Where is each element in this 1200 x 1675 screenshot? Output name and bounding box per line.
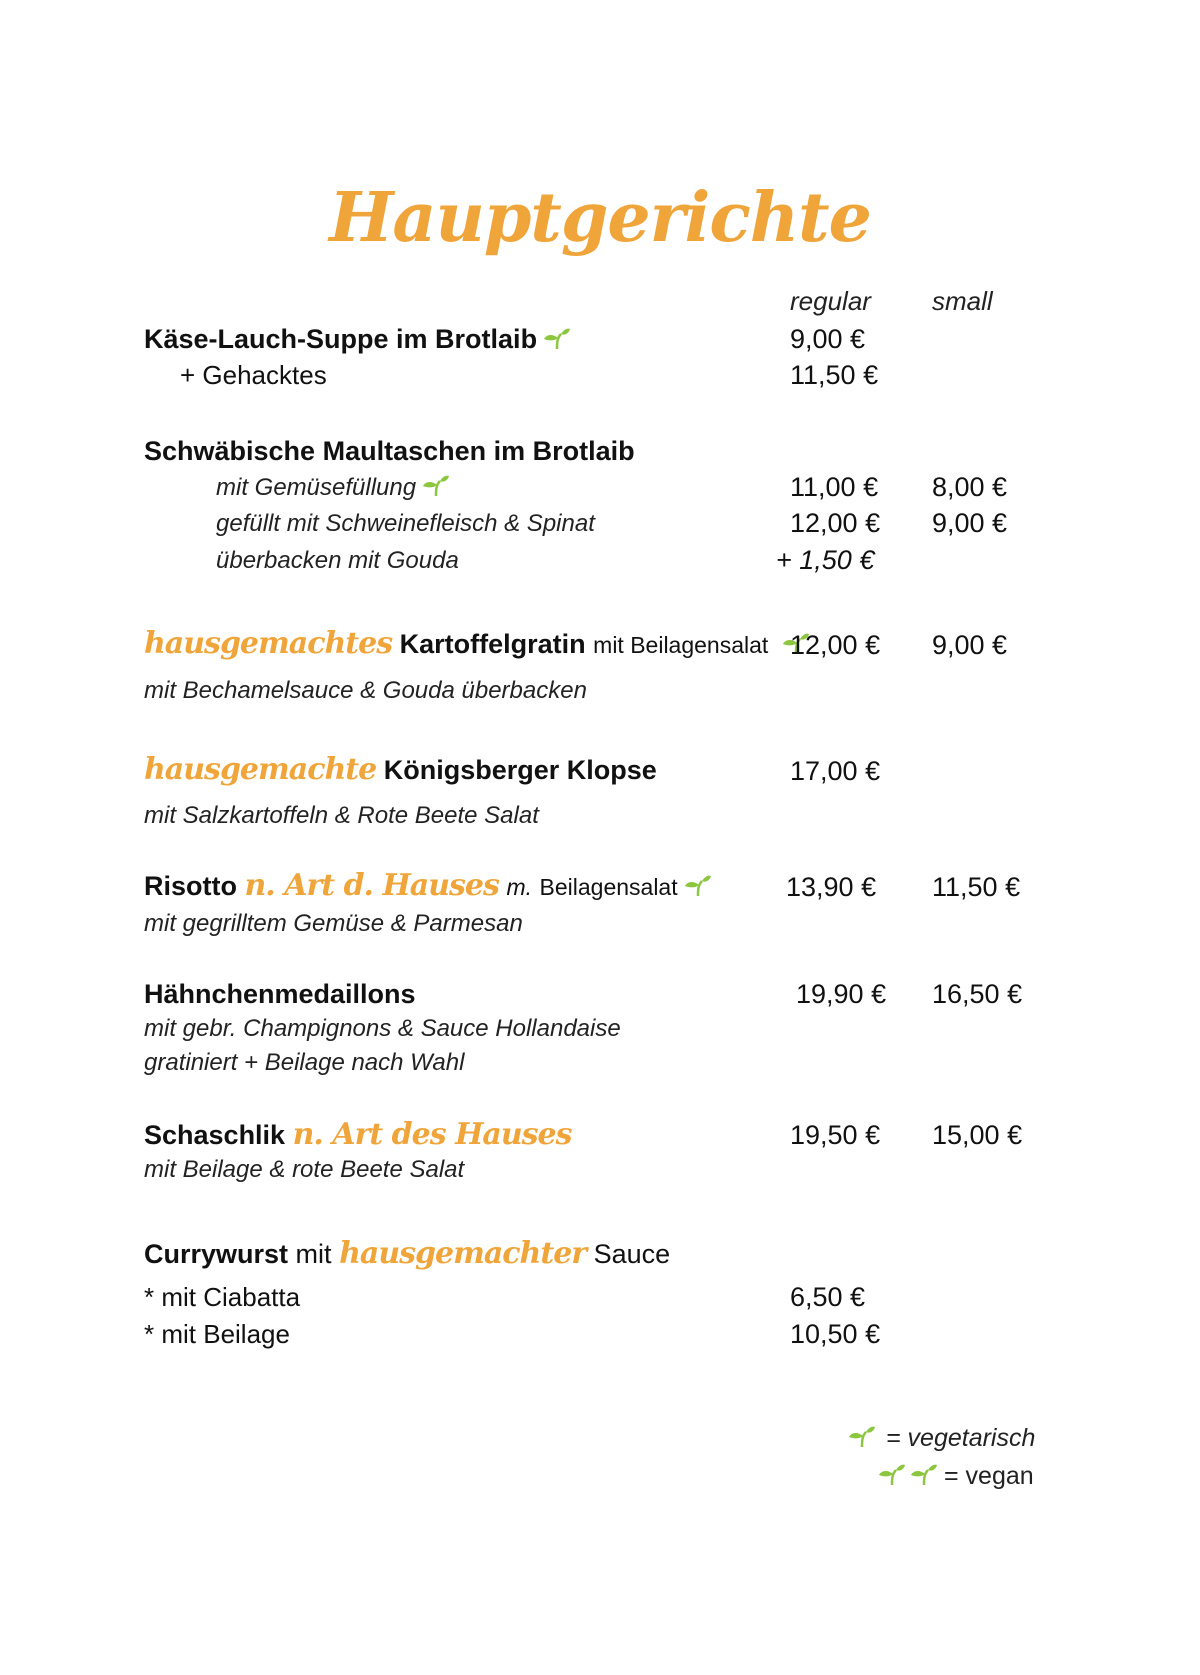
- dish-prefix: hausgemachtes: [144, 626, 393, 661]
- dish-description: mit Beilage & rote Beete Salat: [144, 1156, 465, 1183]
- price-regular: 9,00 €: [790, 324, 866, 354]
- dish-suffix: mit Beilagensalat: [593, 632, 769, 658]
- dish-schaschlik: [144, 1117, 572, 1152]
- legend-vegetarian: [848, 1424, 1035, 1453]
- price-regular: 11,50 €: [790, 360, 879, 390]
- leaf-icon: [878, 1462, 906, 1486]
- option-label: * mit Beilage: [144, 1319, 290, 1349]
- dish-description: mit gebr. Champignons & Sauce Hollandaise: [144, 1015, 621, 1042]
- option-label: * mit Ciabatta: [144, 1282, 301, 1312]
- leaf-icon: [910, 1462, 938, 1486]
- dish-description: mit Salzkartoffeln & Rote Beete Salat: [144, 802, 539, 829]
- price-regular: 19,50 €: [790, 1120, 881, 1150]
- price-regular: 12,00 €: [790, 630, 881, 660]
- column-header-regular: regular: [790, 286, 871, 316]
- price-small: 9,00 €: [932, 630, 1008, 660]
- leaf-icon: [422, 473, 450, 497]
- leaf-icon: [848, 1424, 876, 1448]
- variant-label: mit Gemüsefüllung: [216, 473, 450, 502]
- dish-suffix-italic: m.: [506, 874, 532, 900]
- dish-kaese-lauch-suppe: [144, 324, 571, 355]
- price-regular: + 1,50 €: [776, 545, 875, 575]
- price-regular: 13,90 €: [786, 872, 877, 902]
- dish-currywurst: [144, 1236, 670, 1271]
- page-title: Hauptgerichte: [329, 178, 871, 258]
- price-small: 16,50 €: [932, 979, 1023, 1009]
- dish-name: Kartoffelgratin: [399, 629, 586, 659]
- dish-mid: mit: [295, 1239, 332, 1269]
- dish-risotto: [144, 868, 712, 903]
- dish-name: Königsberger Klopse: [383, 755, 657, 785]
- dish-name: Käse-Lauch-Suppe im Brotlaib: [144, 324, 538, 354]
- dish-name: Risotto: [144, 871, 237, 901]
- dish-suffix: Beilagensalat: [539, 874, 678, 900]
- dish-description: gratiniert + Beilage nach Wahl: [144, 1049, 465, 1076]
- dish-description: mit gegrilltem Gemüse & Parmesan: [144, 910, 523, 937]
- dish-script: n. Art des Hauses: [292, 1117, 572, 1152]
- leaf-icon: [684, 873, 712, 897]
- legend-vegetarian-label: = vegetarisch: [886, 1424, 1036, 1452]
- price-regular: 6,50 €: [790, 1282, 866, 1312]
- option-gehacktes: + Gehacktes: [180, 360, 327, 390]
- legend-vegan: [878, 1462, 1034, 1491]
- variant-label: gefüllt mit Schweinefleisch & Spinat: [216, 510, 595, 537]
- dish-haehnchenmedaillons: Hähnchenmedaillons: [144, 979, 416, 1009]
- price-small: 9,00 €: [932, 508, 1008, 538]
- price-regular: 12,00 €: [790, 508, 881, 538]
- dish-maultaschen: Schwäbische Maultaschen im Brotlaib: [144, 436, 635, 466]
- dish-script: n. Art d. Hauses: [244, 868, 499, 903]
- legend-vegan-label: = vegan: [944, 1462, 1034, 1490]
- dish-name: Currywurst: [144, 1239, 289, 1269]
- dish-name: Schaschlik: [144, 1120, 286, 1150]
- dish-prefix: hausgemachte: [144, 752, 377, 787]
- dish-description: mit Bechamelsauce & Gouda überbacken: [144, 677, 587, 704]
- price-small: 15,00 €: [932, 1120, 1023, 1150]
- dish-suffix: Sauce: [593, 1239, 671, 1269]
- price-small: 8,00 €: [932, 472, 1008, 502]
- dish-koenigsberger-klopse: [144, 752, 657, 787]
- price-small: 11,50 €: [932, 872, 1021, 902]
- dish-kartoffelgratin: [144, 626, 810, 661]
- leaf-icon: [543, 326, 571, 350]
- variant-label: überbacken mit Gouda: [216, 547, 459, 574]
- dish-script: hausgemachter: [339, 1236, 587, 1271]
- price-regular: 10,50 €: [790, 1319, 881, 1349]
- price-regular: 17,00 €: [790, 756, 881, 786]
- price-regular: 19,90 €: [796, 979, 887, 1009]
- column-header-small: small: [932, 286, 993, 316]
- price-regular: 11,00 €: [790, 472, 879, 502]
